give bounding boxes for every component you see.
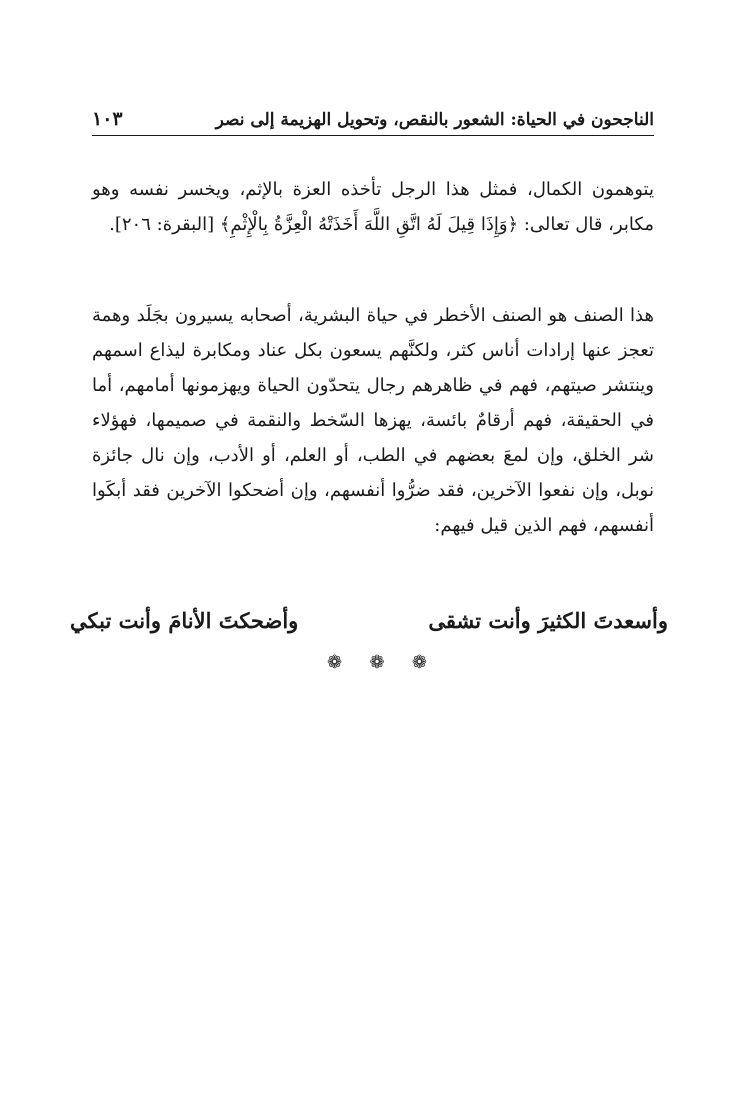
poetry-verse <box>70 600 668 640</box>
page-number: ١٠٣ <box>92 108 123 130</box>
section-end-ornaments <box>327 650 427 674</box>
flower-ornament-icon: ❁ <box>369 651 385 673</box>
running-title: الناجحون في الحياة: الشعور بالنقص، وتحويل الهزيمة إلى نصر <box>215 110 654 130</box>
flower-ornament-icon: ❁ <box>327 651 343 673</box>
flower-ornament-icon: ❁ <box>411 651 427 673</box>
page-header <box>92 100 654 130</box>
header-rule <box>92 135 654 136</box>
verse-second-hemistich: وأضحكتَ الأنامَ وأنت تبكي <box>70 607 299 633</box>
verse-first-hemistich: وأسعدتَ الكثيرَ وأنت تشقى <box>428 607 668 633</box>
paragraph-quran-citation: يتوهمون الكمال، فمثل هذا الرجل تأخذه العزة بالإثم، ويخسر نفسه وهو مكابر، قال تعالى: ﴿وَإِذَا قِيلَ لَهُ اتَّقِ اللَّهَ أَخَذَتْهُ الْعِزَّةُ بِالْإِثْمِ﴾ [البقرة: ٢٠٦]. <box>92 179 654 235</box>
paragraph-main: هذا الصنف هو الصنف الأخطر في حياة البشرية، أصحابه يسيرون بجَلَد وهمة تعجز عنها إرادات أناس كثر، ولكنَّهم يسعون بكل عناد ومكابرة ليذاع اسمهم وينتشر صيتهم، فهم في ظاهرهم رجال يتحدّون الحياة ويهزمونها أمامهم، أما في الحقيقة، فهم أرقامٌ بائسة، يهزها السّخط والنقمة في صميمها، فهؤلاء شر الخلق، وإن لمعَ بعضهم في الطب، أو العلم، أو الأدب، وإن نال جائزة نوبل، وإن نفعوا الآخرين، فقد ضرُّوا أنفسهم، وإن أضحكوا الآخرين فقد أبكَوا أنفسهم، فهم الذين قيل فيهم: <box>92 305 654 536</box>
